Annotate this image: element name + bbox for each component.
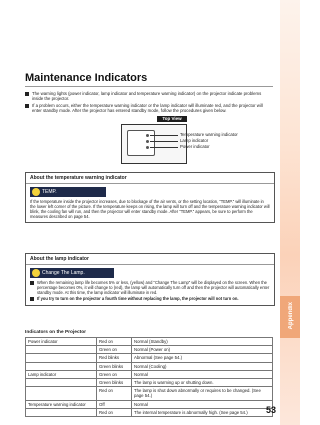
- bullet-icon: [25, 104, 29, 108]
- callout-line: [150, 141, 178, 142]
- table-cell: Green on: [97, 346, 132, 354]
- table-cell: The internal temperature is abnormally high. (See page 54.): [132, 408, 273, 416]
- table-cell: Normal: [132, 400, 273, 408]
- table-cell: Off: [97, 400, 132, 408]
- list-item: [26, 280, 274, 295]
- temperature-callout: Temperature warning indicator: [180, 132, 238, 137]
- table-row: [26, 387, 273, 400]
- table-cell: Green blinks: [97, 362, 132, 370]
- table-cell: Red on: [97, 408, 132, 416]
- table-cell: Red blinks: [97, 354, 132, 362]
- bullet-text: If a problem occurs, either the temperature warning indicator or the lamp indicator will illuminate red, and the projector will enter standby mode. After the projector has entered standby mode, follow the procedures given below.: [32, 102, 263, 114]
- appendix-tab-label: Appendix: [288, 302, 294, 330]
- list-item: [26, 296, 274, 304]
- bullet-text: The warning lights (power indicator, lamp indicator and temperature warning indicator) on the projector indicate problems inside the projector.: [32, 91, 262, 102]
- table-cell: The lamp is shut down abnormally or requires to be changed. (See page 54.): [132, 387, 273, 400]
- table-row: [26, 379, 273, 387]
- page-title: Maintenance Indicators: [25, 72, 148, 84]
- table-cell: Normal (Standby): [132, 338, 273, 346]
- table-cell: Red on: [97, 338, 132, 346]
- table-row: [26, 408, 273, 416]
- table-cell: Normal (Power on): [132, 346, 273, 354]
- list-item: [25, 103, 273, 114]
- table-cell: [26, 354, 97, 362]
- table-cell: [26, 408, 97, 416]
- intro-bullets: [25, 91, 273, 115]
- box-heading: About the temperature warning indicator: [26, 173, 274, 184]
- page-number: 53: [265, 405, 276, 415]
- warning-icon: [32, 188, 40, 196]
- indicator-table: [25, 337, 273, 417]
- table-row: [26, 354, 273, 362]
- callout-line: [150, 135, 178, 136]
- box-body: If the temperature inside the projector increases, due to blockage of the air vents, or the setting location, "TEMP." will illuminate in the lower left corner of the picture. If the temperature keeps on rising, the lamp will turn off and the temperature warning indicator will blink, the cooling fan will run, and then the projector will enter standby mode. After "TEMP." appears, be sure to perform the measures described on page 54.: [30, 199, 270, 219]
- table-cell: [26, 379, 97, 387]
- appendix-side-tab: [280, 0, 300, 425]
- table-cell: [26, 346, 97, 354]
- list-item: [25, 91, 273, 102]
- table-caption: Indicators on the Projector: [25, 330, 87, 335]
- temperature-led-icon: [146, 134, 149, 137]
- table-row: [26, 370, 273, 378]
- top-view-label: Top View: [157, 116, 187, 122]
- table-cell: Red on: [97, 387, 132, 400]
- lamp-led-icon: [146, 140, 149, 143]
- bullet-icon: [30, 281, 34, 285]
- screen-label: TEMP.: [42, 189, 57, 195]
- table-row: [26, 400, 273, 408]
- callout-line: [150, 147, 178, 148]
- indicator-panel-illustration: [127, 130, 155, 156]
- table-row: [26, 362, 273, 370]
- table-cell: [26, 387, 97, 400]
- temp-screen-display: [30, 187, 106, 197]
- bullet-text: If you try to turn on the projector a fourth time without replacing the lamp, the projector will not turn on.: [37, 296, 239, 301]
- box-heading: About the lamp indicator: [26, 254, 274, 265]
- warning-icon: [32, 269, 40, 277]
- table-cell: Green blinks: [97, 379, 132, 387]
- table-row: [26, 338, 273, 346]
- title-divider: [25, 86, 273, 87]
- table-cell: Power indicator: [26, 338, 97, 346]
- temperature-info-box: [25, 172, 275, 223]
- lamp-callout: Lamp indicator: [180, 138, 209, 143]
- table-cell: Lamp indicator: [26, 370, 97, 378]
- table-cell: Normal (Cooling): [132, 362, 273, 370]
- bullet-text: When the remaining lamp life becomes 5% or less, (yellow) and "Change The Lamp" will be displayed on the screen. When the percentage becomes 0%, it will change to (red), the lamp will automatically turn off and then the projector will automatically enter standby mode. At this time, the lamp indicator will illuminate in red.: [37, 280, 270, 295]
- power-led-icon: [146, 146, 149, 149]
- table-cell: Temperature warning indicator: [26, 400, 97, 408]
- bullet-icon: [30, 297, 34, 301]
- power-callout: Power indicator: [180, 144, 210, 149]
- table-cell: The lamp is warming up or shutting down.: [132, 379, 273, 387]
- bullet-icon: [25, 92, 29, 96]
- table-cell: [26, 362, 97, 370]
- table-cell: Normal: [132, 370, 273, 378]
- table-row: [26, 346, 273, 354]
- screen-label: Change The Lamp.: [42, 270, 85, 276]
- lamp-screen-display: [30, 268, 114, 278]
- table-cell: Green on: [97, 370, 132, 378]
- table-cell: Abnormal (See page 54.): [132, 354, 273, 362]
- lamp-info-box: [25, 253, 275, 306]
